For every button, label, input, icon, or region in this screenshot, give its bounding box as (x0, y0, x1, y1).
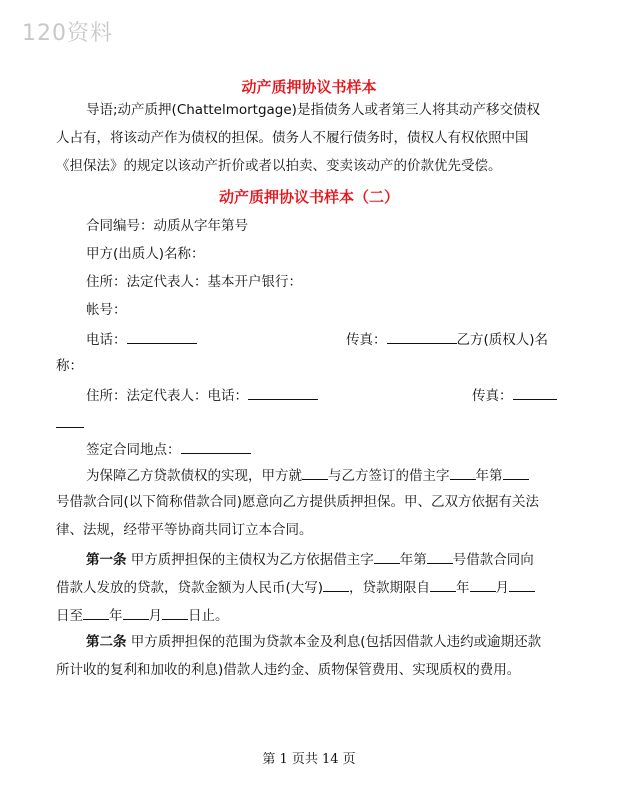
account-number: 帐号： (86, 302, 127, 318)
article-1-text: 甲方质押担保的主债权为乙方依据借主字 (130, 552, 374, 568)
article-2-line-1 (86, 633, 541, 651)
party-b-address-row (86, 385, 318, 405)
party-b-fax-blank-cont (56, 413, 84, 428)
blank (302, 465, 328, 480)
document-title: 动产质押协议书样本 (241, 78, 377, 96)
party-b-fax-label: 传真： (472, 388, 513, 404)
party-a-address: 住所：法定代表人：基本开户银行： (86, 274, 302, 290)
article-1-text: 年 (456, 580, 470, 596)
section-title: 动产质押协议书样本（二） (218, 188, 399, 206)
party-b-fax-row (472, 385, 557, 405)
blank (123, 605, 149, 620)
phone-label: 电话： (86, 332, 127, 348)
article-1-label: 第一条 (86, 552, 127, 568)
blank (323, 577, 349, 592)
blank (430, 577, 456, 592)
preamble-line-1 (86, 465, 529, 485)
article-1-text: 年第 (399, 552, 427, 568)
sign-place-row (86, 439, 251, 459)
contract-number: 合同编号：动质从字年第号 (86, 218, 248, 234)
preamble-text-c: 年第 (475, 468, 503, 484)
fax-blank (387, 329, 457, 344)
sign-place-label: 签定合同地点： (86, 442, 181, 458)
party-b-fax-blank (513, 385, 557, 400)
blank (162, 605, 188, 620)
article-1-text: 号借款合同向 (452, 552, 534, 568)
intro-line-3: 《担保法》的规定以该动产折价或者以拍卖、变卖该动产的价款优先受偿。 (56, 158, 502, 174)
phone-blank (127, 329, 197, 344)
fax-label: 传真： (346, 332, 387, 348)
fax-row (346, 329, 548, 349)
watermark: 120资料 (22, 21, 113, 46)
article-1-text: ，贷款期限自 (349, 580, 431, 596)
article-1-text: 月 (495, 580, 510, 596)
party-b-address-label: 住所：法定代表人：电话： (86, 388, 248, 404)
article-1-text: 年 (109, 608, 123, 624)
blank (450, 465, 476, 480)
party-b-name-cont: 称： (56, 358, 83, 374)
intro-line-2: 人占有，将该动产作为债权的担保。债务人不履行债务时，债权人有权依照中国 (56, 130, 529, 146)
preamble-line-2: 号借款合同(以下简称借款合同)愿意向乙方提供质押担保。甲、乙双方依据有关法 (56, 494, 540, 510)
party-a-name: 甲方(出质人)名称： (86, 246, 205, 262)
article-1-text: 月 (148, 608, 162, 624)
blank (83, 605, 109, 620)
blank (470, 577, 496, 592)
article-1-text: 日止。 (188, 608, 229, 624)
article-1-text: 借款人发放的贷款，贷款金额为人民币(大写) (56, 580, 324, 596)
preamble-line-3: 律、法规，经带平等协商共同订立本合同。 (56, 522, 313, 538)
party-b-fax-cont (56, 413, 84, 433)
intro-line-1: 导语;动产质押(Chattelmortgage)是指债务人或者第三人将其动产移交债权 (86, 102, 540, 118)
preamble-text-b: 与乙方签订的借主字 (328, 468, 450, 484)
phone-row (86, 329, 197, 349)
article-1-text: 日至 (56, 608, 83, 624)
article-2-line-2: 所计收的复利和加收的利息)借款人违约金、质物保管费用、实现质权的费用。 (56, 662, 521, 678)
page-footer: 第 1 页共 14 页 (262, 752, 356, 767)
sign-place-blank (181, 439, 251, 454)
article-1-line-3 (56, 605, 229, 625)
blank (509, 577, 535, 592)
blank (374, 549, 400, 564)
blank (503, 465, 529, 480)
preamble-text-a: 为保障乙方贷款债权的实现，甲方就 (86, 468, 302, 484)
article-2-text: 甲方质押担保的范围为贷款本金及利息(包括因借款人违约或逾期还款 (130, 634, 542, 650)
article-2-label: 第二条 (86, 634, 127, 650)
article-1-line-1 (86, 549, 534, 569)
party-b-name-label: 乙方(质权人)名 (456, 332, 549, 348)
article-1-line-2 (56, 577, 535, 597)
party-b-phone-blank (248, 385, 318, 400)
blank (427, 549, 453, 564)
